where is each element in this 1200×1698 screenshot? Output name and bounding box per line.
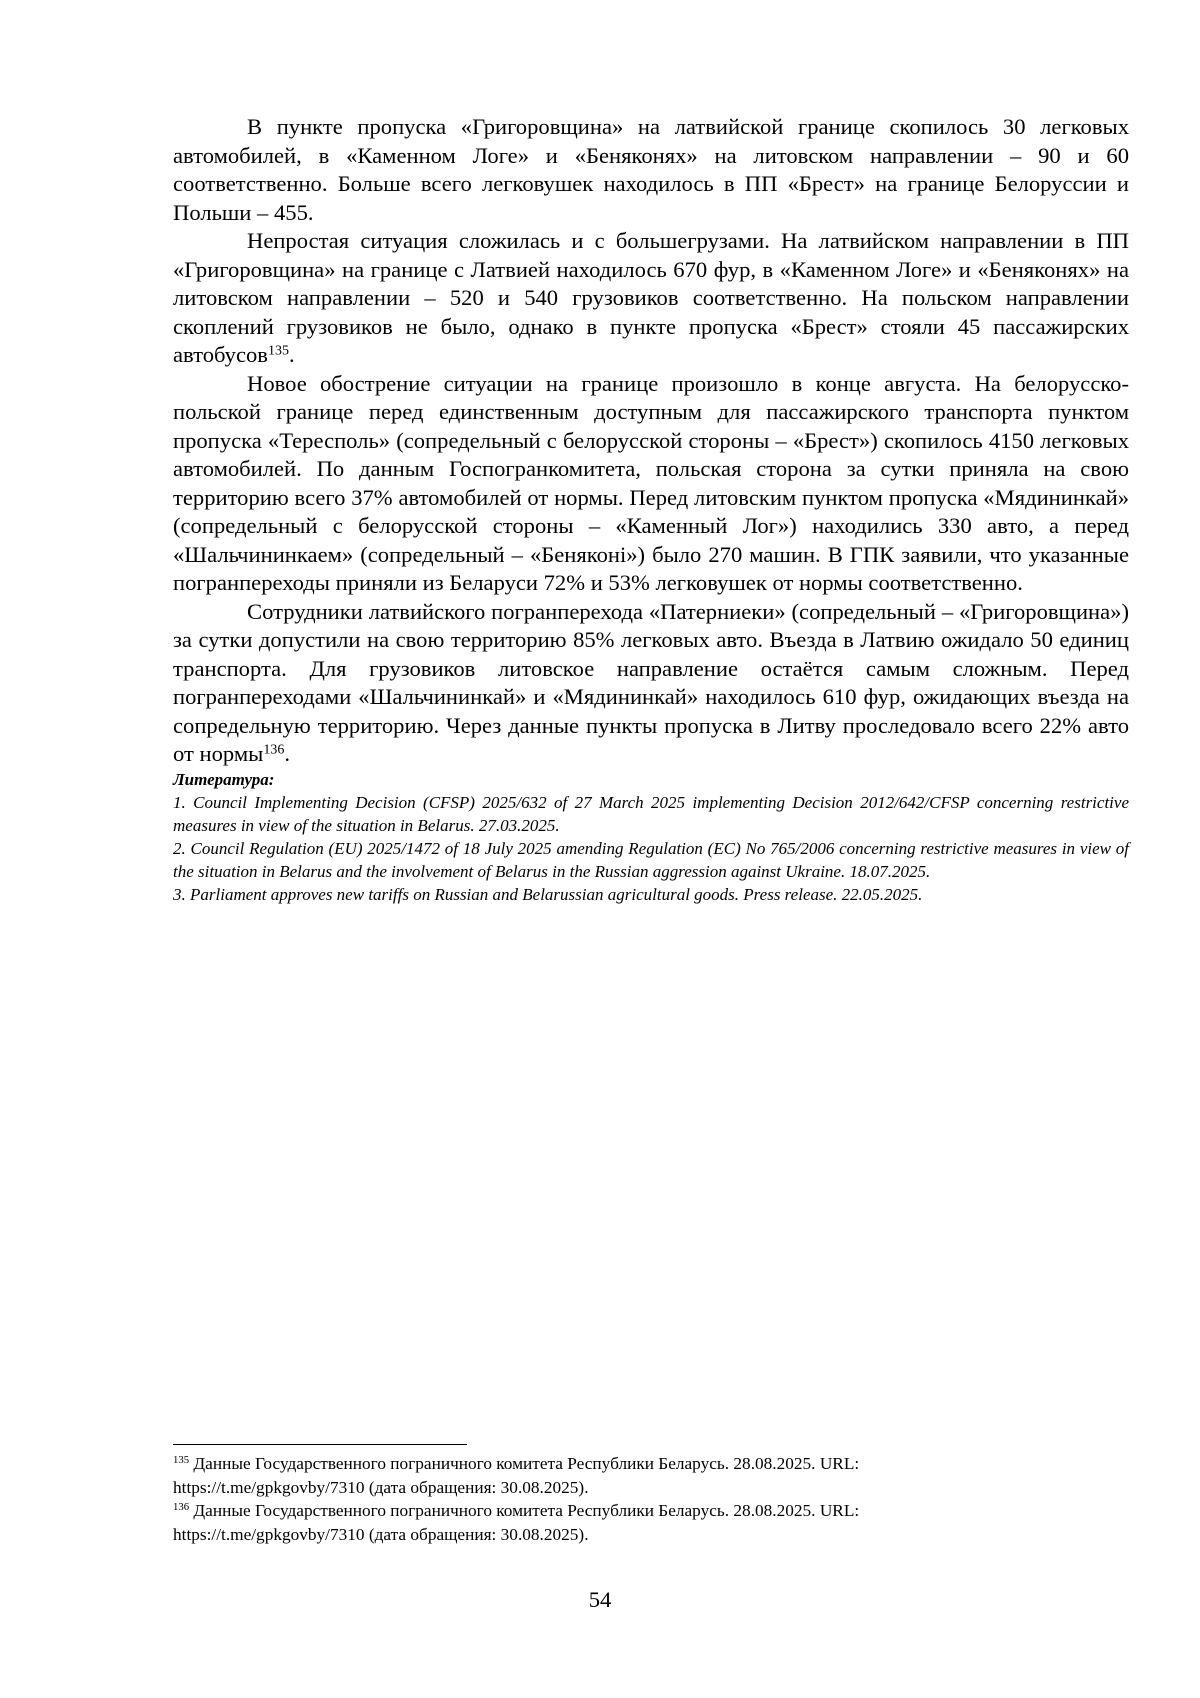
paragraph-text: Непростая ситуация сложилась и с большегрузами. На латвийском направлении в ПП «Григоровщина» на границе с Латвией находилось 670 фур, в «Каменном Логе» и «Беняконях» на литовском направлении – 520 и 540 грузовиков соответственно. На польском направлении скоплений грузовиков не было, однако в пункте пропуска «Брест» стояли 45 пассажирских автобусов — [173, 228, 1129, 367]
paragraph — [173, 598, 1129, 769]
footnote-text: Данные Государственного пограничного комитета Республики Беларусь. 28.08.2025. URL: — [189, 1501, 860, 1520]
paragraph — [173, 113, 1129, 227]
literature-item: 2. Council Regulation (EU) 2025/1472 of 18 July 2025 amending Regulation (EC) No 765/2006 concerning restrictive measures in view of the situation in Belarus and the involvement of Belarus in the Russian aggression against Ukraine. 18.07.2025. — [173, 838, 1129, 882]
footnote-text: Данные Государственного пограничного комитета Республики Беларусь. 28.08.2025. URL: — [189, 1454, 860, 1473]
footnote-link[interactable]: https://t.me/gpkgovby/7310 (дата обращения: 30.08.2025). — [173, 1477, 589, 1497]
footnote-ref-135[interactable]: 135 — [267, 343, 289, 359]
footnote-number: 136 — [173, 1501, 190, 1514]
page-number: 54 — [588, 1587, 612, 1612]
literature-heading: Литература: — [173, 769, 275, 789]
paragraph-text: Новое обострение ситуации на границе произошло в конце августа. На белорусско-польской границе перед единственным доступным для пассажирского транспорта пунктом пропуска «Тересполь» (сопредельный с белорусской стороны – «Брест») скопилось 4150 легковых автомобилей. По данным Госпогранкомитета, польская сторона за сутки приняла на свою территорию всего 37% автомобилей от нормы. Перед литовским пунктом пропуска «Мядининкай» (сопредельный с белорусской стороны – «Каменный Лог») находились 330 авто, а перед «Шальчининкаем» (сопредельный – «Беняконі») было 270 машин. В ГПК заявили, что указанные погранпереходы приняли из Беларуси 72% и 53% легковушек от нормы соответственно. — [173, 370, 1129, 595]
paragraph-tail: . — [288, 342, 295, 367]
paragraph-text: Сотрудники латвийского погранперехода «Патерниеки» (сопредельный – «Григоровщина») за сутки допустили на свою территорию 85% легковых авто. Въезда в Латвию ожидало 50 единиц транспорта. Для грузовиков литовское направление остаётся самым сложным. Перед погранпереходами «Шальчининкай» и «Мядининкай» находилось 610 фур, ожидающих въезда на сопредельную территорию. Через данные пункты пропуска в Литву проследовало всего 22% авто от нормы — [173, 598, 1129, 766]
body-text — [173, 113, 1129, 907]
paragraph-text: В пункте пропуска «Григоровщина» на латвийской границе скопилось 30 легковых автомобилей, в «Каменном Логе» и «Беняконях» на литовском направлении – 90 и 60 соответственно. Больше всего легковушек находилось в ПП «Брест» на границе Белоруссии и Польши – 455. — [173, 114, 1129, 225]
footnote-135 — [173, 1452, 1129, 1499]
footnote-separator — [173, 1444, 467, 1445]
literature-list — [173, 791, 1129, 907]
paragraph — [173, 370, 1129, 598]
footnote-ref-136[interactable]: 136 — [263, 742, 285, 758]
footnote-link[interactable]: https://t.me/gpkgovby/7310 (дата обращения: 30.08.2025). — [173, 1524, 589, 1544]
paragraph — [173, 227, 1129, 370]
footnotes — [173, 1452, 1129, 1546]
footnote-number: 135 — [173, 1454, 190, 1467]
paragraph-tail: . — [284, 741, 290, 766]
literature-item: 3. Parliament approves new tariffs on Russian and Belarussian agricultural goods. Press release. 22.05.2025. — [173, 885, 923, 905]
footnote-136 — [173, 1499, 1129, 1546]
literature-item: 1. Council Implementing Decision (CFSP) 2025/632 of 27 March 2025 implementing Decision 2012/642/CFSP concerning restrictive measures in view of the situation in Belarus. 27.03.2025. — [173, 792, 1129, 835]
